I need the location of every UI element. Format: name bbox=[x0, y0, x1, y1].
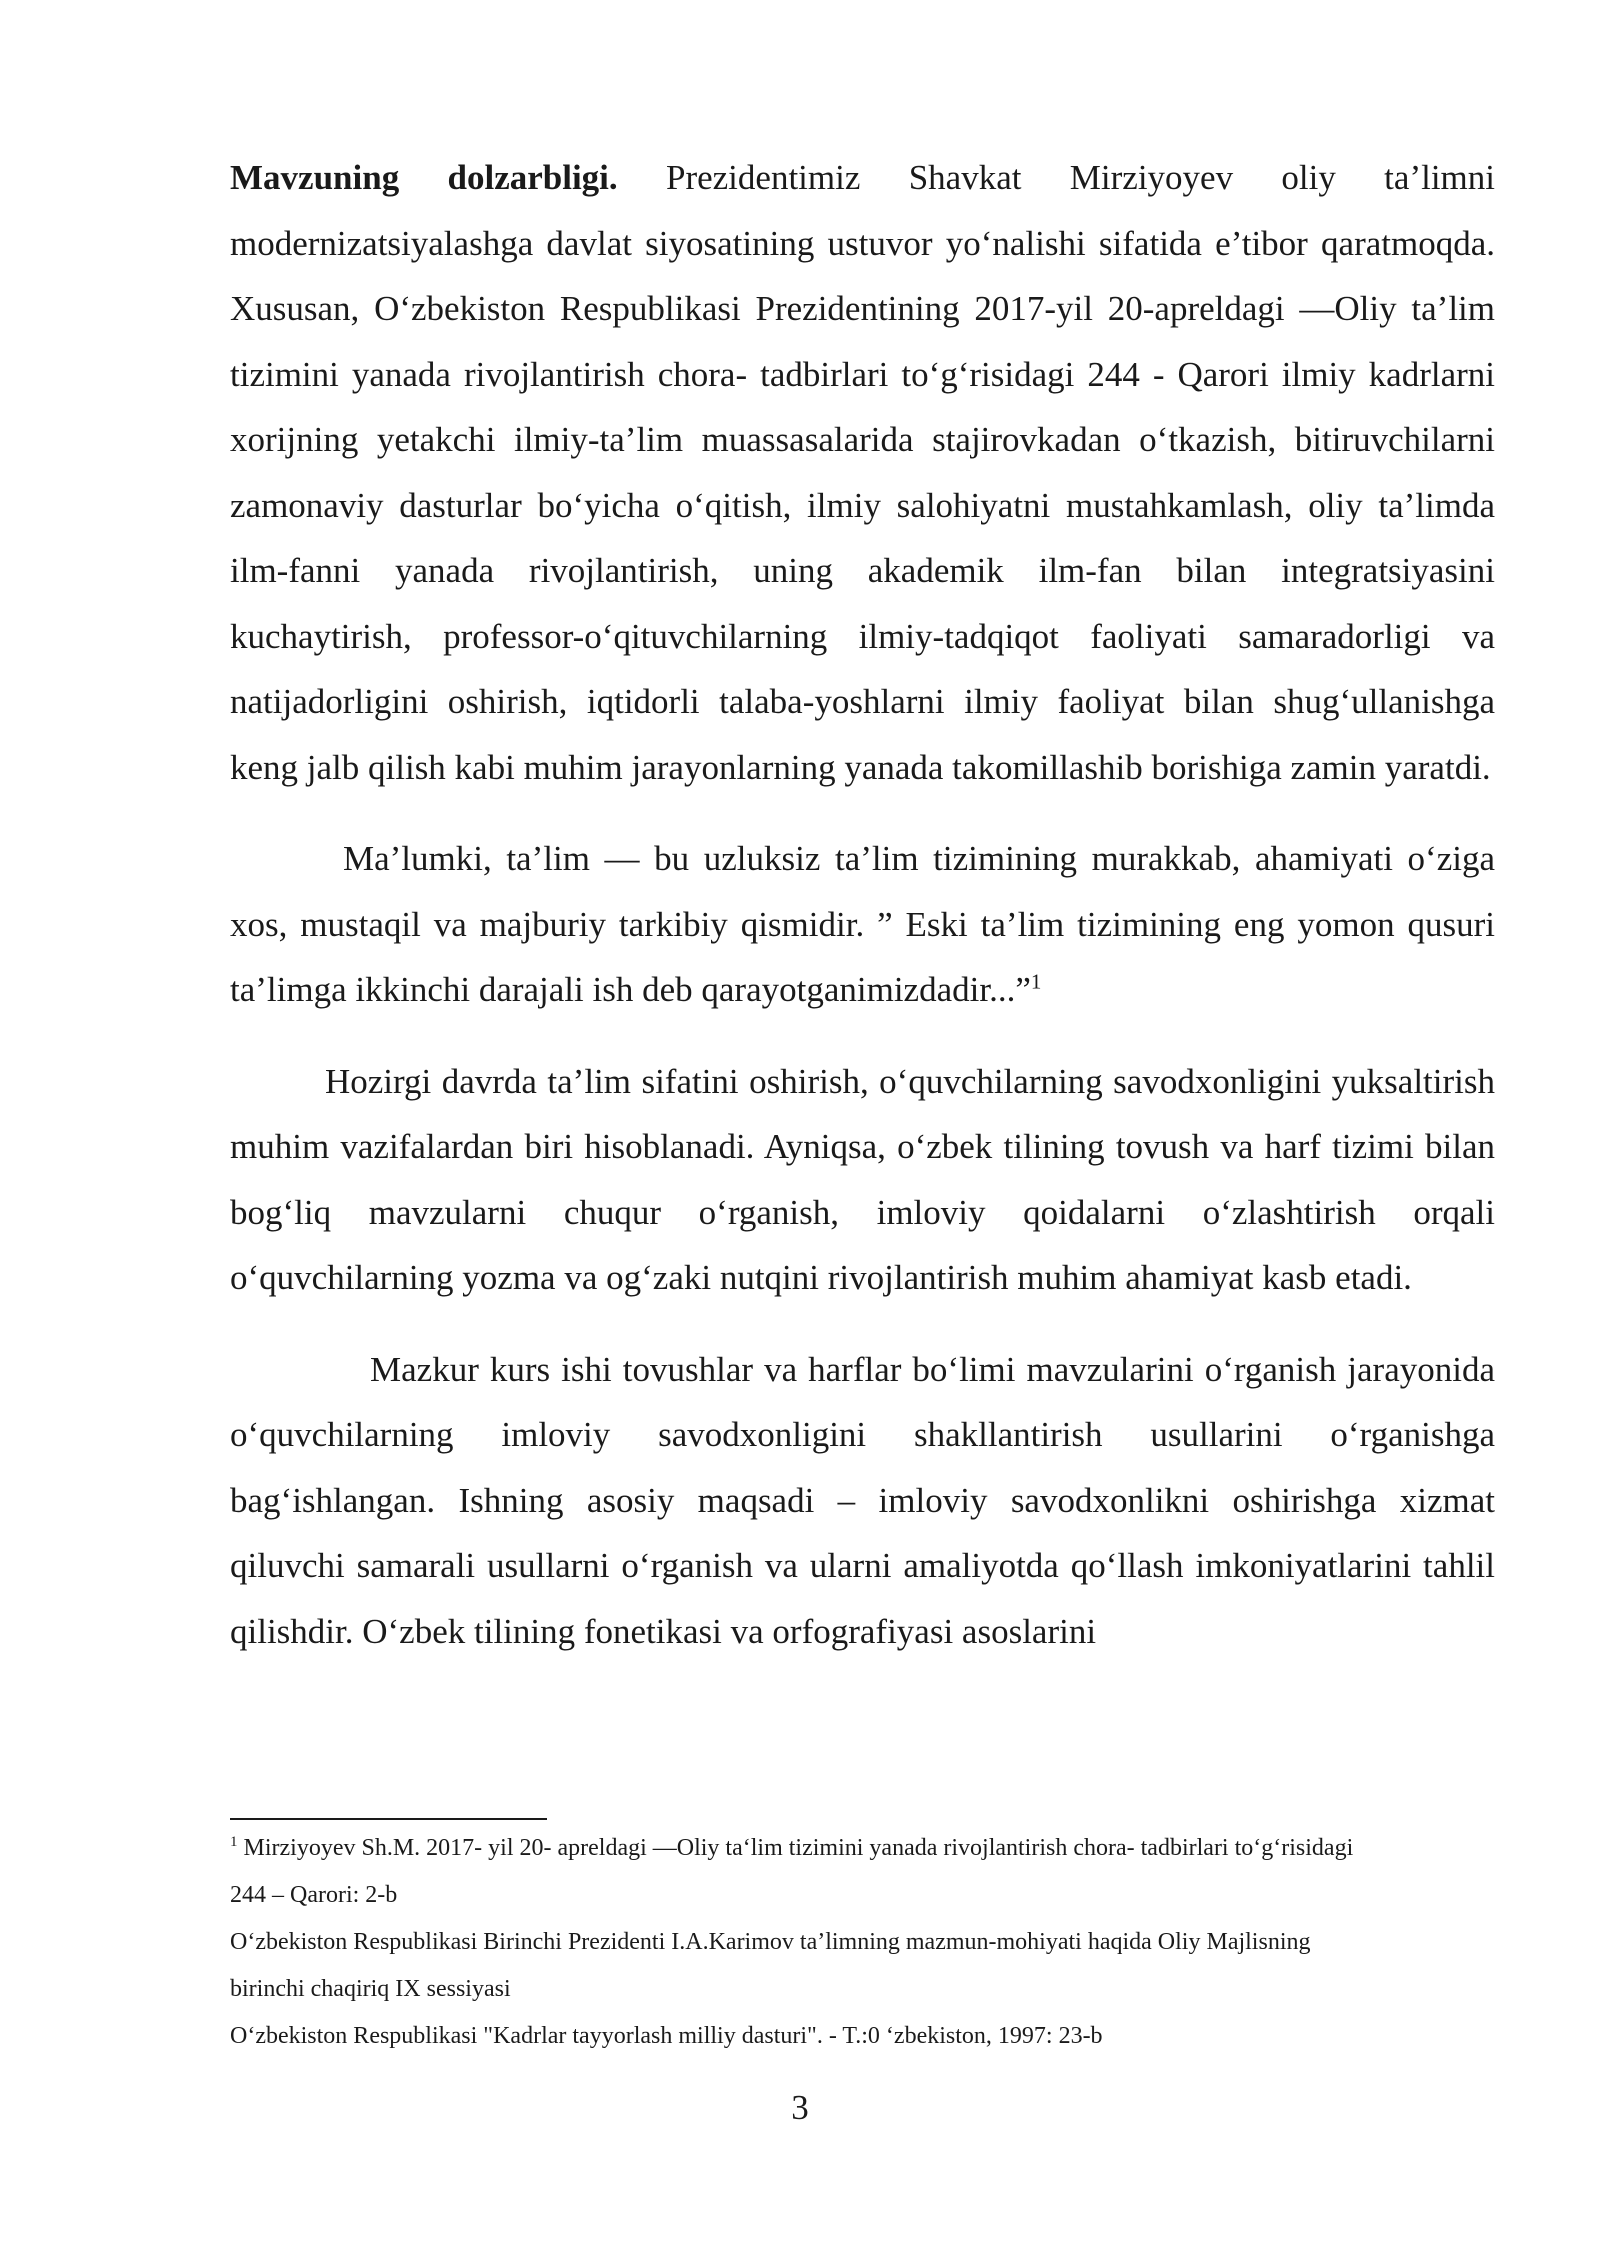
footnote-separator bbox=[230, 1818, 547, 1820]
footnote-1-marker: 1 bbox=[230, 1834, 238, 1850]
paragraph-current-period-text: Hozirgi davrda ta’lim sifatini oshirish, o‘quvchilarning savodxonligini yuksaltirish muhim vazifalardan biri hisoblanadi. Ayniqsa, o‘zbek tilining tovush va harf tizimi bilan bog‘liq mavzularni chuqur o‘rganish, imloviy qoidalarni o‘zlashtirish orqali o‘quvchilarning yozma va og‘zaki nutqini rivojlantirish muhim ahamiyat kasb etadi. bbox=[230, 1061, 1495, 1297]
paragraph-course-work-text: Mazkur kurs ishi tovushlar va harflar bo‘limi mavzularini o‘rganish jarayonida o‘quvchilarning imloviy savodxonligini shakllantirish usullarini o‘rganishga bag‘ishlangan. Ishning asosiy maqsadi – imloviy savodxonlikni oshirishga xizmat qiluvchi samarali usullarni o‘rganish va ularni amaliyotda qo‘llash imkoniyatlarini tahlil qilishdir. O‘zbek tilining fonetikasi va orfografiyasi asoslarini bbox=[230, 1349, 1495, 1651]
footnotes bbox=[230, 1825, 1390, 2060]
paragraph-education-definition-text: Ma’lumki, ta’lim — bu uzluksiz ta’lim tizimining murakkab, ahamiyati o‘ziga xos, mustaqil va majburiy tarkibiy qismidir. ” Eski ta’lim tizimining eng yomon qusuri ta’limga ikkinchi darajali ish deb qarayotganimizdadir...” bbox=[230, 839, 1495, 1009]
footnote-reference[interactable]: 1 bbox=[1030, 969, 1042, 994]
footnote-3 bbox=[230, 2013, 1390, 2060]
section-heading: Mavzuning dolzarbligi. bbox=[230, 158, 618, 197]
paragraph-relevance-text: Prezidentimiz Shavkat Mirziyoyev oliy ta’limni modernizatsiyalashga davlat siyosatining ustuvor yo‘nalishi sifatida e’tibor qaratmoqda. Xususan, O‘zbekiston Respublikasi Prezidentining 2017-yil 20-apreldagi —Oliy ta’lim tizimini yanada rivojlantirish chora- tadbirlari to‘g‘risidagi 244 - Qarori ilmiy kadrlarni xorijning yetakchi ilmiy-ta’lim muassasalarida stajirovkadan o‘tkazish, bitiruvchilarni zamonaviy dasturlar bo‘yicha o‘qitish, ilmiy salohiyatni mustahkamlash, oliy ta’limda ilm-fanni yanada rivojlantirish, uning akademik ilm-fan bilan integratsiyasini kuchaytirish, professor-o‘qituvchilarning ilmiy-tadqiqot faoliyati samaradorligi va natijadorligini oshirish, iqtidorli talaba-yoshlarni ilmiy faoliyat bilan shug‘ullanishga keng jalb qilish kabi muhim jarayonlarning yanada takomillashib borishiga zamin yaratdi. bbox=[230, 158, 1495, 787]
footnote-3-text: O‘zbekiston Respublikasi "Kadrlar tayyorlash milliy dasturi". - T.:0 ‘zbekiston, 1997: 23-b bbox=[230, 2023, 1103, 2049]
page-number: 3 bbox=[791, 2088, 809, 2127]
paragraph-education-definition bbox=[230, 826, 1495, 1023]
paragraph-current-period bbox=[230, 1049, 1495, 1311]
document-body bbox=[230, 145, 1495, 1664]
footnote-1 bbox=[230, 1825, 1390, 1919]
paragraph-relevance bbox=[230, 145, 1495, 800]
footnote-2 bbox=[230, 1919, 1390, 2013]
footnote-1-text: Mirziyoyev Sh.M. 2017- yil 20- apreldagi —Oliy ta‘lim tizimini yanada rivojlantirish chora- tadbirlari to‘g‘risidagi 244 – Qarori: 2-b bbox=[230, 1835, 1354, 1908]
paragraph-course-work bbox=[230, 1337, 1495, 1665]
footnote-2-text: O‘zbekiston Respublikasi Birinchi Prezidenti I.A.Karimov ta’limning mazmun-mohiyati haqida Oliy Majlisning birinchi chaqiriq IX sessiyasi bbox=[230, 1929, 1311, 2002]
